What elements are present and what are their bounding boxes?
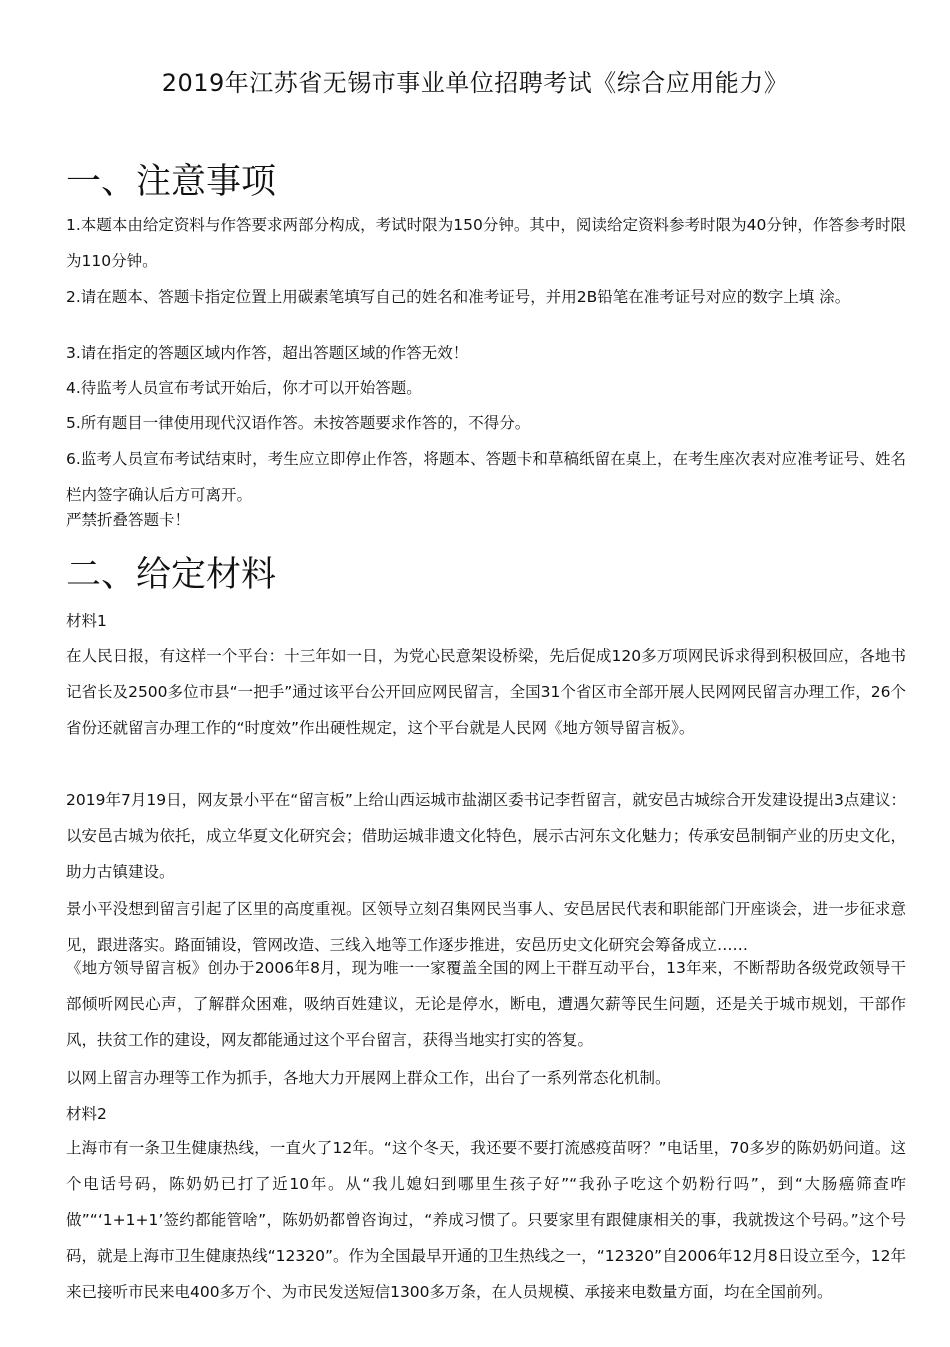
note-item-6: 6.监考人员宣布考试结束时，考生应立即停止作答，将题本、答题卡和草稿纸留在桌上，在考生座次表对应准考证号、姓名栏内签字确认后方可离开。: [66, 450, 906, 504]
material-1-paragraph: 以网上留言办理等工作为抓手，各地大力开展网上群众工作，出台了一系列常态化机制。: [66, 1069, 671, 1087]
note-item-3: 3.请在指定的答题区域内作答，超出答题区域的作答无效！: [66, 344, 469, 362]
section-heading-materials: 二、给定材料: [66, 555, 277, 595]
document-title: 2019年江苏省无锡市事业单位招聘考试《综合应用能力》: [161, 69, 789, 97]
note-item-4: 4.待监考人员宣布考试开始后，你才可以开始答题。: [66, 379, 422, 397]
material-1-label: 材料1: [66, 612, 107, 630]
section-heading-notes: 一、注意事项: [66, 162, 277, 202]
material-1-paragraph: 2019年7月19日，网友景小平在“留言板”上给山西运城市盐湖区委书记李哲留言，就安邑古城综合开发建设提出3点建议：以安邑古城为依托，成立华夏文化研究会；借助运城非遗文化特色，展示古河东文化魅力；传承安邑制铜产业的历史文化，助力古镇建设。: [66, 791, 906, 881]
note-item-1: 1.本题本由给定资料与作答要求两部分构成，考试时限为150分钟。其中，阅读给定资料参考时限为40分钟，作答参考时限为110分钟。: [66, 216, 906, 270]
material-1-paragraph: 景小平没想到留言引起了区里的高度重视。区领导立刻召集网民当事人、安邑居民代表和职能部门开座谈会，进一步征求意见，跟进落实。路面铺设，管网改造、三线入地等工作逐步推进，安邑历史文化研究会筹备成立……: [66, 900, 906, 954]
material-2-label: 材料2: [66, 1105, 107, 1123]
note-item-2: 2.请在题本、答题卡指定位置上用碳素笔填写自己的姓名和准考证号，并用2B铅笔在准考证号对应的数字上填 涂。: [66, 288, 851, 306]
material-1-paragraph: 《地方领导留言板》创办于2006年8月，现为唯一一家覆盖全国的网上干群互动平台，13年来，不断帮助各级党政领导干部倾听网民心声，了解群众困难，吸纳百姓建议，无论是停水，断电，遭遇欠薪等民生问题，还是关于城市规划，干部作风，扶贫工作的建设，网友都能通过这个平台留言，获得当地实打实的答复。: [66, 959, 906, 1049]
note-item-5: 5.所有题目一律使用现代汉语作答。未按答题要求作答的，不得分。: [66, 414, 531, 432]
note-warning: 严禁折叠答题卡！: [66, 511, 191, 529]
material-2-paragraph: 上海市有一条卫生健康热线，一直火了12年。“这个冬天，我还要不要打流感疫苗呀？”电话里，70多岁的陈奶奶问道。这个电话号码，陈奶奶已打了近10年。从“我儿媳妇到哪里生孩子好”“我孙子吃这个奶粉行吗”，到“大肠癌筛查咋做”“‘1+1+1’签约都能管啥”，陈奶奶都曾咨询过，“养成习惯了。只要家里有跟健康相关的事，我就拨这个号码。”这个号码，就是上海市卫生健康热线“12320”。作为全国最早开通的卫生热线之一，“12320”自2006年12月8日设立至今，12年来已接听市民来电400多万个、为市民发送短信1300多万条，在人员规模、承接来电数量方面，均在全国前列。: [66, 1139, 906, 1301]
material-1-paragraph: 在人民日报，有这样一个平台：十三年如一日，为党心民意架设桥梁，先后促成120多万项网民诉求得到积极回应，各地书记省长及2500多位市县“一把手”通过该平台公开回应网民留言，全国31个省区市全部开展人民网网民留言办理工作，26个省份还就留言办理工作的“时度效”作出硬性规定，这个平台就是人民网《地方领导留言板》。: [66, 647, 906, 737]
